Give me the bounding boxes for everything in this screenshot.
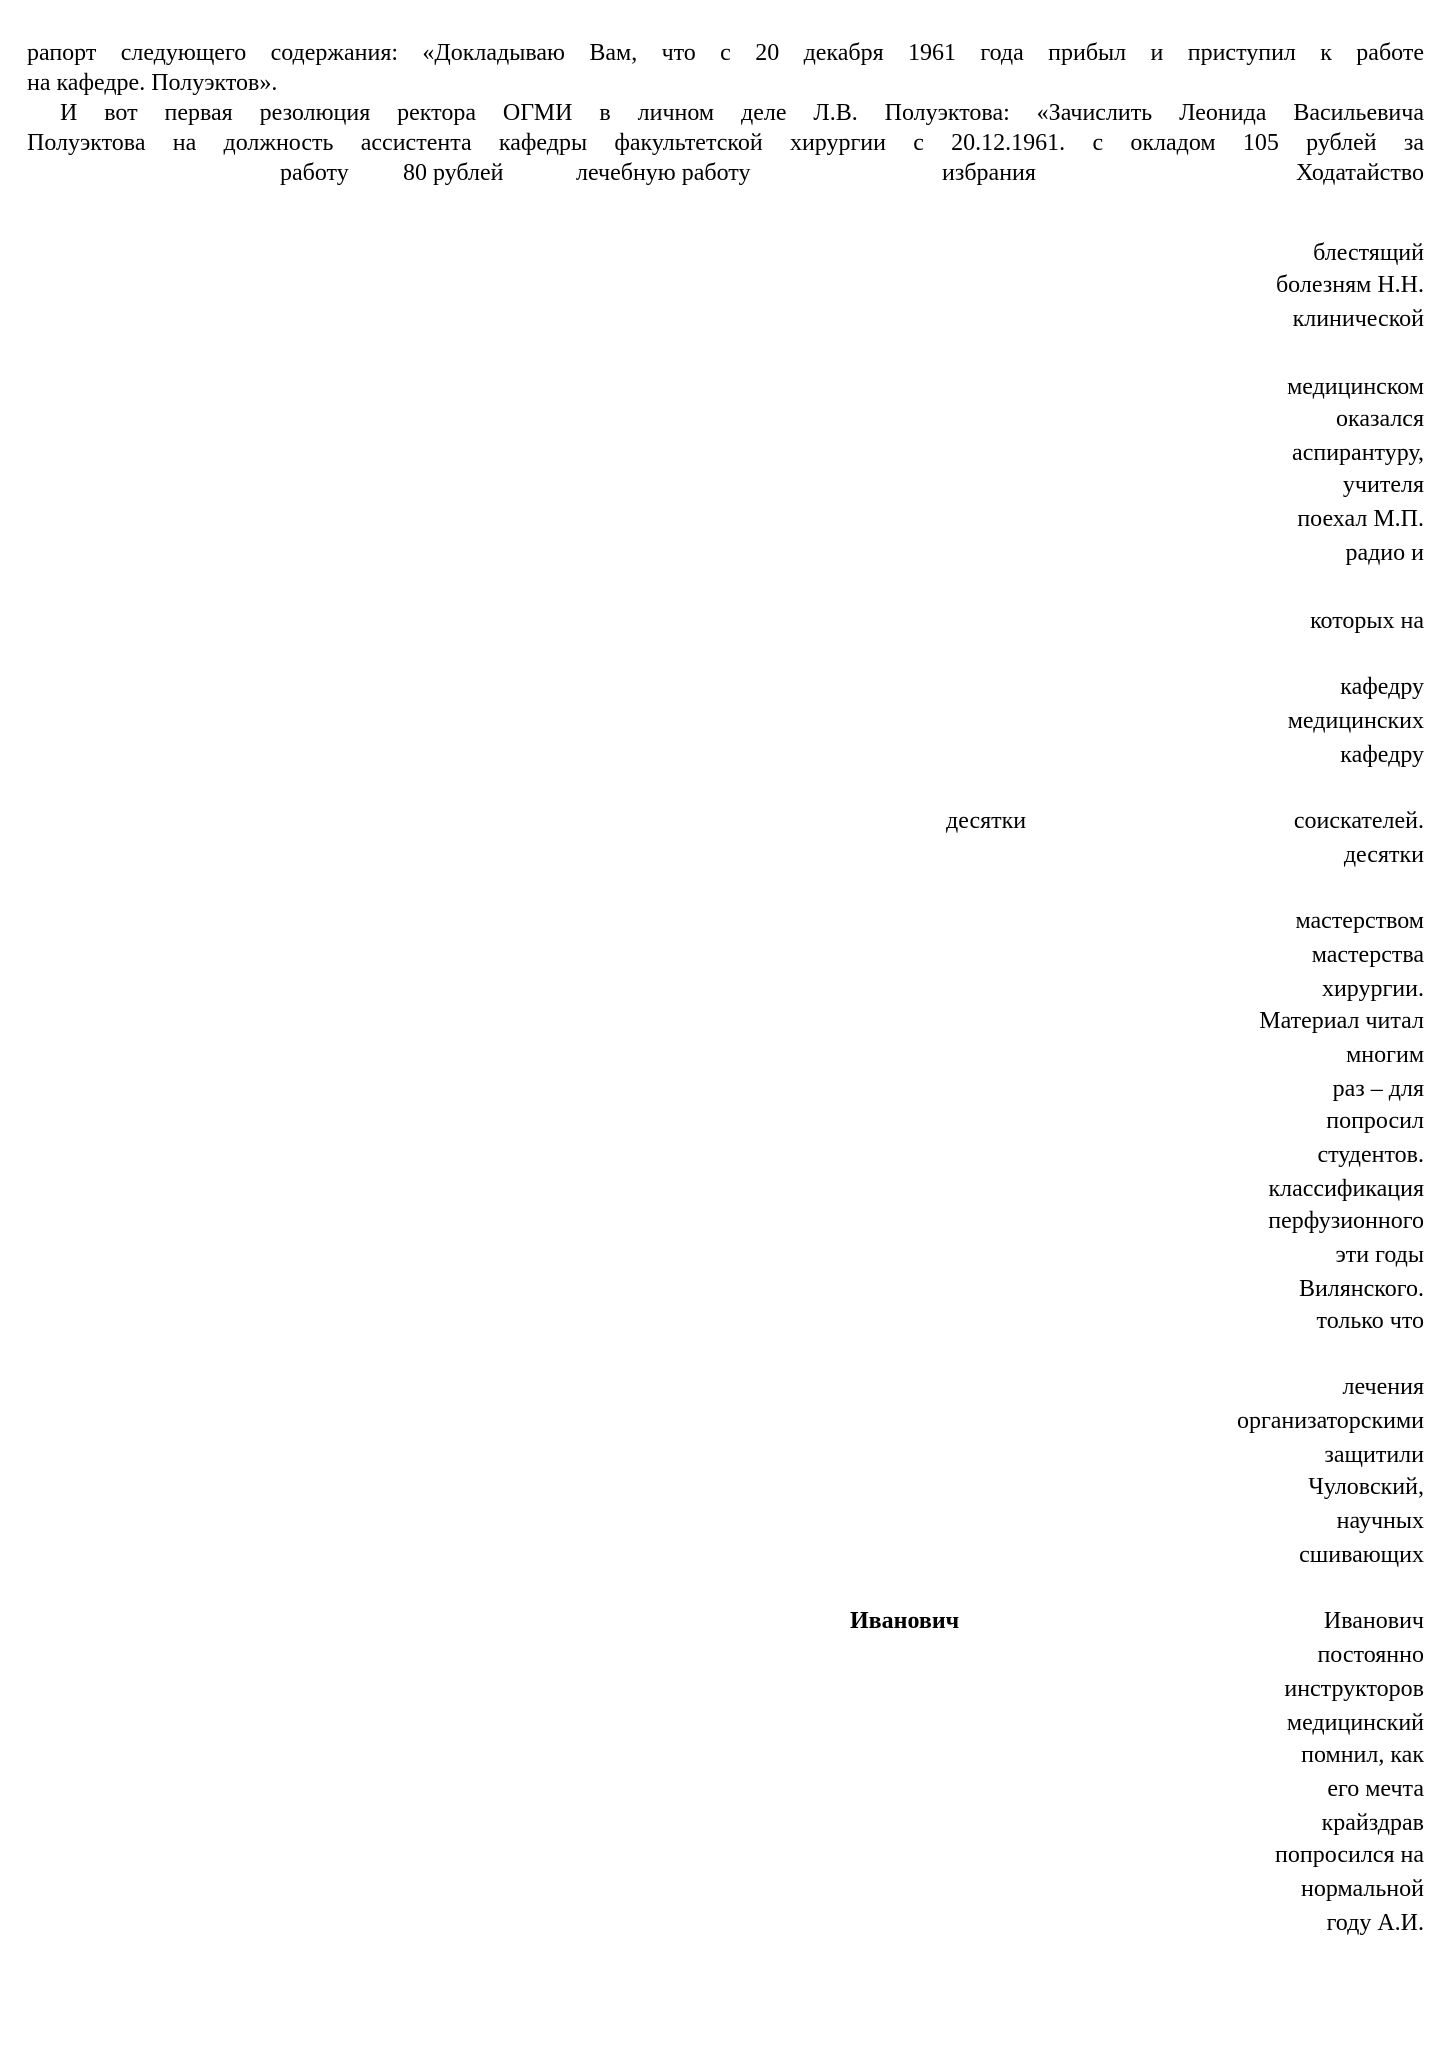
text-fragment: лечебную работу xyxy=(576,160,751,186)
column-fragment: перфузионного xyxy=(1268,1208,1424,1234)
column-fragment: его мечта xyxy=(1327,1776,1424,1802)
column-fragment: Иванович xyxy=(1323,1608,1424,1634)
column-fragment: медицинском xyxy=(1287,374,1424,400)
text-line: Полуэктова на должность ассистента кафедры факультетской хирургии с 20.12.1961. с окладом 105 рублей за xyxy=(27,130,1424,156)
text-fragment: 80 рублей xyxy=(403,160,504,186)
column-fragment: многим xyxy=(1346,1042,1424,1068)
column-fragment: медицинских xyxy=(1287,708,1424,734)
text-fragment: Ходатайство xyxy=(1296,160,1424,186)
column-fragment: кафедру xyxy=(1340,674,1424,700)
column-fragment: поехал М.П. xyxy=(1297,506,1424,532)
column-fragment: Чуловский, xyxy=(1308,1474,1424,1500)
column-fragment: радио и xyxy=(1345,540,1424,566)
column-fragment: крайздрав xyxy=(1321,1810,1424,1836)
column-fragment: мастерства xyxy=(1311,942,1424,968)
text-line: на кафедре. Полуэктов». xyxy=(27,70,278,96)
column-fragment: которых на xyxy=(1310,608,1424,634)
column-fragment: попросил xyxy=(1326,1108,1424,1134)
column-fragment: защитили xyxy=(1324,1442,1424,1468)
column-fragment: помнил, как xyxy=(1301,1742,1424,1768)
column-fragment: Вилянского. xyxy=(1298,1276,1424,1302)
bold-name: Иванович xyxy=(850,1608,960,1634)
column-fragment: студентов. xyxy=(1317,1142,1424,1168)
column-fragment: классификация xyxy=(1268,1176,1424,1202)
text-fragment: десятки xyxy=(946,808,1027,834)
column-fragment: сшивающих xyxy=(1299,1542,1424,1568)
column-fragment: аспирантуру, xyxy=(1292,440,1424,466)
column-fragment: Материал читал xyxy=(1259,1008,1424,1034)
column-fragment: организаторскими xyxy=(1236,1408,1424,1434)
column-fragment: эти годы xyxy=(1335,1242,1424,1268)
column-fragment: раз – для xyxy=(1332,1076,1424,1102)
column-fragment: году А.И. xyxy=(1326,1910,1424,1936)
column-fragment: попросился на xyxy=(1275,1842,1424,1868)
column-fragment: инструкторов xyxy=(1284,1676,1424,1702)
column-fragment: только что xyxy=(1316,1308,1424,1334)
column-fragment: учителя xyxy=(1342,472,1424,498)
text-line: И вот первая резолюция ректора ОГМИ в личном деле Л.В. Полуэктова: «Зачислить Леонида Васильевича xyxy=(60,100,1424,126)
column-fragment: болезням Н.Н. xyxy=(1275,272,1424,298)
column-fragment: медицинский xyxy=(1286,1710,1424,1736)
column-fragment: мастерством xyxy=(1295,908,1424,934)
text-line: рапорт следующего содержания: «Докладываю Вам, что с 20 декабря 1961 года прибыл и приступил к работе xyxy=(27,40,1424,66)
column-fragment: кафедру xyxy=(1340,742,1424,768)
column-fragment: нормальной xyxy=(1301,1876,1424,1902)
column-fragment: оказался xyxy=(1336,406,1424,432)
column-fragment: лечения xyxy=(1342,1374,1424,1400)
text-fragment: избрания xyxy=(942,160,1036,186)
column-fragment: клинической xyxy=(1292,306,1424,332)
column-fragment: хирургии. xyxy=(1321,976,1424,1002)
column-fragment: блестящий xyxy=(1313,240,1424,266)
column-fragment: постоянно xyxy=(1317,1642,1424,1668)
column-fragment: соискателей. xyxy=(1293,808,1424,834)
text-fragment: работу xyxy=(280,160,349,186)
column-fragment: десятки xyxy=(1343,842,1424,868)
column-fragment: научных xyxy=(1336,1508,1424,1534)
